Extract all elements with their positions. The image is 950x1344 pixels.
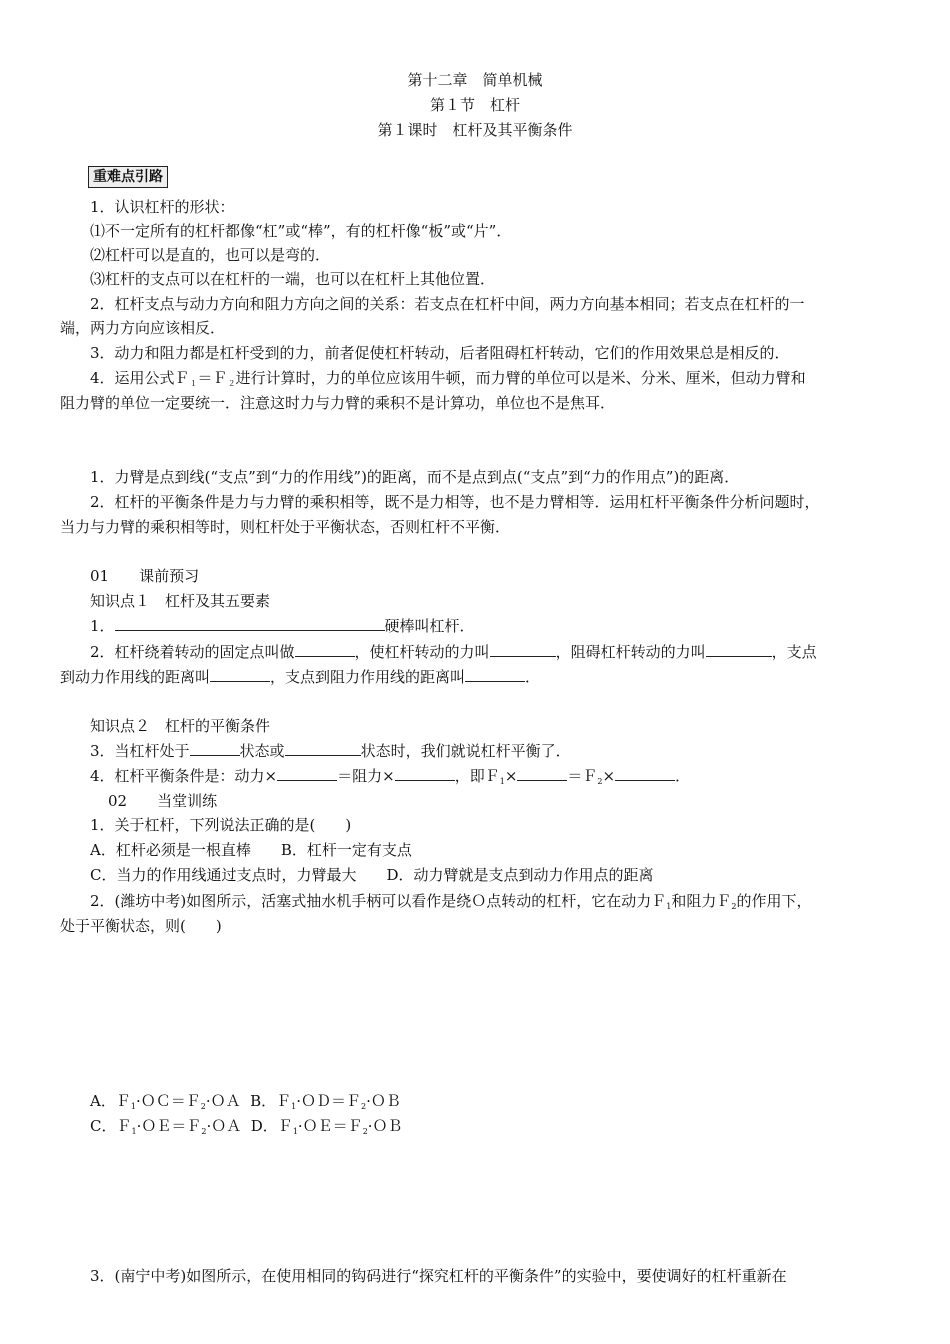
option-c-end: ·ＯＡ <box>206 1117 242 1135</box>
chapter-title: 第十二章 简单机械 <box>407 71 543 89</box>
preview-q1 <box>90 616 475 636</box>
difficulty-2: 2．杠杆的平衡条件是力与力臂的乘积相等，既不是力相等，也不是力臂相等．运用杠杆平衡条件分析问题时， <box>90 493 820 511</box>
preview-q2-cont <box>60 667 540 687</box>
preview-q3 <box>90 741 571 761</box>
training-q1: 1．关于杠杆，下列说法正确的是( ) <box>90 816 352 834</box>
key-point-3: 3．动力和阻力都是杠杆受到的力，前者促使杠杆转动，后者阻碍杠杆转动，它们的作用效果总是相反的． <box>90 344 790 362</box>
option-a-end: ·ＯＡ <box>205 1092 241 1110</box>
formula-l1: １ <box>189 379 198 388</box>
key-point-2: 2．杠杆支点与动力方向和阻力方向之间的关系：若支点在杠杆中间，两力方向基本相同；若支点在杠杆的一 <box>90 295 805 313</box>
subscript-1: 1 <box>291 1102 297 1111</box>
answer-blank[interactable] <box>517 766 567 781</box>
answer-blank[interactable] <box>490 642 556 657</box>
formula-prefix: 4．运用公式Ｆ <box>90 369 190 387</box>
q4-part-f: × <box>602 767 616 785</box>
q2-text-a: 2．(潍坊中考)如图所示，活塞式抽水机手柄可以看作是绕Ｏ点转动的杠杆，它在动力Ｆ <box>90 892 667 910</box>
option-c-mid: ·ＯＥ＝Ｆ <box>136 1117 202 1135</box>
q3-part-c: 状态时，我们就说杠杆平衡了． <box>360 742 571 760</box>
q2-part-e: 到动力作用线的距离叫 <box>60 668 211 686</box>
preview-heading: 01 课前预习 <box>90 567 200 585</box>
training-q2-options-ab <box>90 1091 401 1117</box>
option-d-mid: ·ＯＥ＝Ｆ <box>297 1117 363 1135</box>
q2-text-c: 的作用下， <box>736 892 812 910</box>
key-point-4-cont: 阻力臂的单位一定要统一．注意这时力与力臂的乘积不是计算功，单位也不是焦耳． <box>60 394 616 412</box>
answer-blank[interactable] <box>190 741 240 756</box>
q3-part-a: 3．当杠杆处于 <box>90 742 190 760</box>
answer-blank[interactable] <box>277 766 337 781</box>
training-q3: 3．(南宁中考)如图所示，在使用相同的钩码进行“探究杠杆的平衡条件”的实验中，要使调好的杠杆重新在 <box>90 1267 787 1285</box>
q2-part-g: ． <box>525 668 541 686</box>
subscript-2: 2 <box>362 1127 368 1136</box>
training-q1-options-cd: C．当力的作用线通过支点时，力臂最大 D．动力臂就是支点到动力作用点的距离 <box>90 866 654 884</box>
answer-blank[interactable] <box>706 642 772 657</box>
key-points-badge: 重难点引路 <box>88 166 168 188</box>
key-point-1: 1．认识杠杆的形状： <box>90 198 235 216</box>
answer-blank[interactable] <box>115 616 385 631</box>
option-b-end: ·ＯＢ <box>366 1092 401 1110</box>
answer-blank[interactable] <box>395 766 455 781</box>
q4-part-c: ，即Ｆ <box>454 767 500 785</box>
q1-text: 硬棒叫杠杆． <box>384 617 475 635</box>
answer-blank[interactable] <box>615 766 675 781</box>
formula-suffix: 进行计算时，力的单位应该用牛顿，而力臂的单位可以是米、分米、厘米，但动力臂和 <box>235 369 806 387</box>
q4-part-g: ． <box>675 767 691 785</box>
key-point-2-cont: 端，两力方向应该相反． <box>60 319 226 337</box>
formula-mid: ＝Ｆ <box>197 369 228 387</box>
subscript-1: 1 <box>499 777 505 786</box>
section-title: 第１节 杠杆 <box>429 96 520 114</box>
q4-part-d: × <box>504 767 518 785</box>
subscript-2: 2 <box>731 902 737 911</box>
key-point-1c: ⑶杠杆的支点可以在杠杆的一端，也可以在杠杆上其他位置． <box>90 270 496 288</box>
answer-blank[interactable] <box>210 667 270 682</box>
lesson-title: 第１课时 杠杆及其平衡条件 <box>377 121 573 139</box>
answer-blank[interactable] <box>285 741 361 756</box>
subscript-1: 1 <box>292 1127 298 1136</box>
key-point-1b: ⑵杠杆可以是直的，也可以是弯的． <box>90 246 331 264</box>
option-d: D．Ｆ <box>250 1117 293 1135</box>
option-d-end: ·ＯＢ <box>367 1117 403 1135</box>
subscript-2: 2 <box>361 1102 367 1111</box>
subscript-2: 2 <box>200 1102 206 1111</box>
option-b: B．Ｆ <box>250 1092 292 1110</box>
training-q2-options-cd <box>90 1116 403 1142</box>
knowledge-point-1: 知识点１ 杠杆及其五要素 <box>90 592 271 610</box>
training-q2-cont: 处于平衡状态，则( ) <box>60 917 222 935</box>
option-b-mid: ·ＯＤ＝Ｆ <box>296 1092 362 1110</box>
q4-part-a: 4．杠杆平衡条件是：动力× <box>90 767 278 785</box>
training-heading: 02 当堂训练 <box>108 792 218 810</box>
answer-blank[interactable] <box>465 667 525 682</box>
difficulty-1: 1．力臂是点到线(“支点”到“力的作用线”)的距离，而不是点到点(“支点”到“力的作用点”)的距离． <box>90 468 740 486</box>
q4-part-b: ＝阻力× <box>337 767 395 785</box>
subscript-2: 2 <box>201 1127 207 1136</box>
q3-part-b: 状态或 <box>239 742 285 760</box>
preview-q2 <box>90 642 817 662</box>
training-q1-options-ab: A．杠杆必须是一根直棒 B．杠杆一定有支点 <box>90 841 412 859</box>
q2-part-a: 2．杠杆绕着转动的固定点叫做 <box>90 643 295 661</box>
q2-part-d: ，支点 <box>771 643 817 661</box>
subscript-1: 1 <box>130 1102 136 1111</box>
q1-number: 1． <box>90 617 115 635</box>
formula-l2: ２ <box>227 379 236 388</box>
knowledge-point-2: 知识点２ 杠杆的平衡条件 <box>90 717 271 735</box>
preview-q4 <box>90 766 690 792</box>
subscript-2: 2 <box>597 777 603 786</box>
option-c: C．Ｆ <box>90 1117 132 1135</box>
subscript-1: 1 <box>666 902 672 911</box>
key-point-4 <box>90 368 806 394</box>
difficulty-2-cont: 当力与力臂的乘积相等时，则杠杆处于平衡状态，否则杠杆不平衡． <box>60 518 511 536</box>
q2-text-b: 和阻力Ｆ <box>671 892 732 910</box>
q2-part-c: ，阻碍杠杆转动的力叫 <box>555 643 706 661</box>
key-point-1a: ⑴不一定所有的杠杆都像“杠”或“棒”，有的杠杆像“板”或“片”． <box>90 222 512 240</box>
training-q2 <box>90 891 811 917</box>
answer-blank[interactable] <box>295 642 355 657</box>
q2-part-b: ，使杠杆转动的力叫 <box>354 643 490 661</box>
subscript-1: 1 <box>131 1127 137 1136</box>
q4-part-e: ＝Ｆ <box>567 767 598 785</box>
option-a: A．Ｆ <box>90 1092 131 1110</box>
option-a-mid: ·ＯＣ＝Ｆ <box>135 1092 201 1110</box>
q2-part-f: ，支点到阻力作用线的距离叫 <box>270 668 466 686</box>
